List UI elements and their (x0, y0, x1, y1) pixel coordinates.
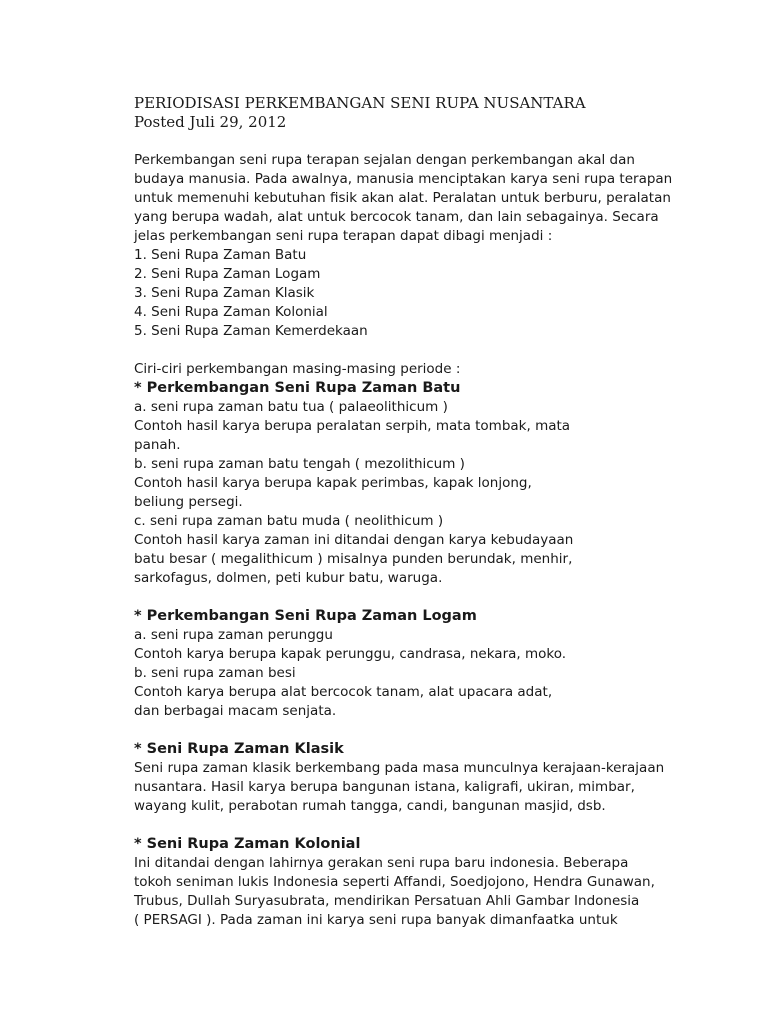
section-line: wayang kulit, perabotan rumah tangga, candi, bangunan masjid, dsb. (134, 798, 606, 814)
section-line: b. seni rupa zaman besi (134, 665, 296, 681)
intro-line: Perkembangan seni rupa terapan sejalan dengan perkembangan akal dan (134, 152, 635, 168)
section-heading-klasik: * Seni Rupa Zaman Klasik (134, 741, 344, 757)
section-line: b. seni rupa zaman batu tengah ( mezolithicum ) (134, 456, 465, 472)
section-line: Ini ditandai dengan lahirnya gerakan seni rupa baru indonesia. Beberapa (134, 855, 629, 871)
section-line: beliung persegi. (134, 494, 243, 510)
blank-line (134, 132, 744, 151)
section-line: tokoh seniman lukis Indonesia seperti Affandi, Soedjojono, Hendra Gunawan, (134, 874, 655, 890)
section-line: Trubus, Dullah Suryasubrata, mendirikan Persatuan Ahli Gambar Indonesia (134, 893, 640, 909)
period-list-item: 5. Seni Rupa Zaman Kemerdekaan (134, 323, 368, 339)
blank-line (134, 721, 744, 740)
posted-date: Posted Juli 29, 2012 (134, 113, 287, 131)
period-list-item: 2. Seni Rupa Zaman Logam (134, 266, 321, 282)
blank-line (134, 341, 744, 360)
section-line: a. seni rupa zaman perunggu (134, 627, 333, 643)
section-klasik (134, 740, 744, 816)
section-heading-logam: * Perkembangan Seni Rupa Zaman Logam (134, 608, 477, 624)
section-line: Seni rupa zaman klasik berkembang pada masa munculnya kerajaan-kerajaan (134, 760, 665, 776)
period-list (134, 246, 744, 341)
document-title: PERIODISASI PERKEMBANGAN SENI RUPA NUSANTARA (134, 94, 586, 112)
section-line: Contoh karya berupa alat bercocok tanam, alat upacara adat, (134, 684, 553, 700)
section-heading-kolonial: * Seni Rupa Zaman Kolonial (134, 836, 361, 852)
section-kolonial (134, 835, 744, 930)
intro-line: yang berupa wadah, alat untuk bercocok tanam, dan lain sebagainya. Secara (134, 209, 659, 225)
section-line: nusantara. Hasil karya berupa bangunan istana, kaligrafi, ukiran, mimbar, (134, 779, 635, 795)
period-list-item: 3. Seni Rupa Zaman Klasik (134, 285, 315, 301)
section-heading-batu: * Perkembangan Seni Rupa Zaman Batu (134, 380, 461, 396)
section-logam (134, 607, 744, 721)
section-line: a. seni rupa zaman batu tua ( palaeolithicum ) (134, 399, 448, 415)
section-line: dan berbagai macam senjata. (134, 703, 337, 719)
intro-line: budaya manusia. Pada awalnya, manusia menciptakan karya seni rupa terapan (134, 171, 673, 187)
section-line: batu besar ( megalithicum ) misalnya punden berundak, menhir, (134, 551, 573, 567)
document-body (134, 94, 744, 930)
blank-line (134, 816, 744, 835)
section-line: c. seni rupa zaman batu muda ( neolithicum ) (134, 513, 444, 529)
intro-paragraph (134, 151, 744, 246)
characteristics-intro: Ciri-ciri perkembangan masing-masing periode : (134, 361, 461, 377)
section-line: Contoh karya berupa kapak perunggu, candrasa, nekara, moko. (134, 646, 567, 662)
intro-line: untuk memenuhi kebutuhan fisik akan alat. Peralatan untuk berburu, peralatan (134, 190, 671, 206)
section-line: panah. (134, 437, 181, 453)
section-line: Contoh hasil karya berupa peralatan serpih, mata tombak, mata (134, 418, 571, 434)
section-line: sarkofagus, dolmen, peti kubur batu, waruga. (134, 570, 443, 586)
intro-line: jelas perkembangan seni rupa terapan dapat dibagi menjadi : (134, 228, 553, 244)
section-line: ( PERSAGI ). Pada zaman ini karya seni rupa banyak dimanfaatka untuk (134, 912, 618, 928)
blank-line (134, 588, 744, 607)
section-line: Contoh hasil karya zaman ini ditandai dengan karya kebudayaan (134, 532, 574, 548)
period-list-item: 4. Seni Rupa Zaman Kolonial (134, 304, 328, 320)
section-line: Contoh hasil karya berupa kapak perimbas, kapak lonjong, (134, 475, 532, 491)
period-list-item: 1. Seni Rupa Zaman Batu (134, 247, 307, 263)
section-batu (134, 379, 744, 588)
